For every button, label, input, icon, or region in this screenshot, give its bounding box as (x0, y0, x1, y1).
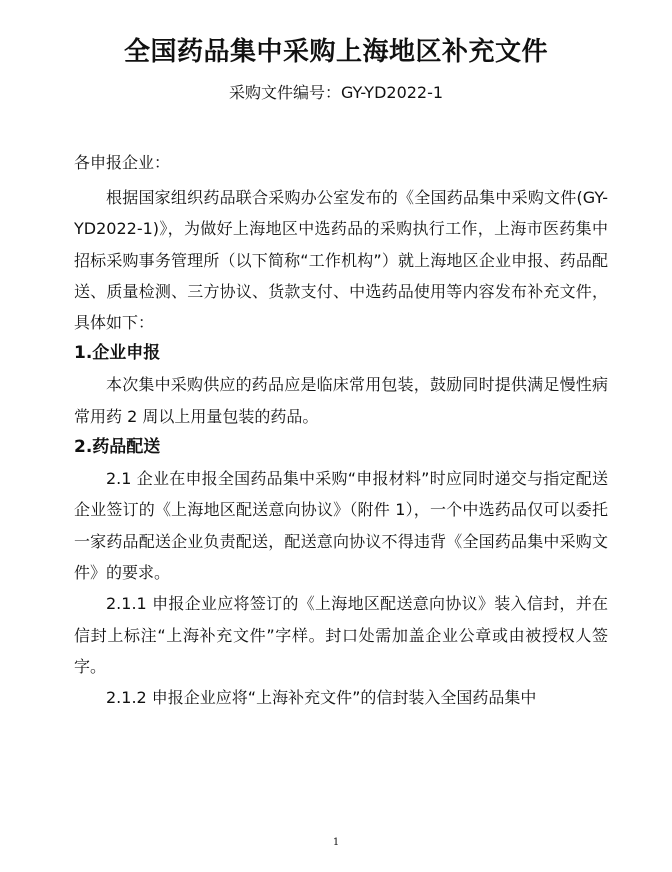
page-number: 1 (332, 837, 340, 848)
section-2-paragraph-2-1-1: 2.1.1 申报企业应将签订的《上海地区配送意向协议》装入信封，并在信封上标注“上海补充文件”字样。封口处需加盖企业公章或由被授权人签字。 (74, 594, 608, 676)
section-2-paragraph-2-1-2: 2.1.2 申报企业应将“上海补充文件”的信封装入全国药品集中 (106, 688, 537, 708)
document-body (74, 152, 608, 713)
section-1-paragraph: 本次集中采购供应的药品应是临床常用包装，鼓励同时提供满足慢性病常用药 2 周以上用量包装的药品。 (74, 375, 608, 426)
section-2-heading: 2.药品配送 (74, 437, 161, 458)
section-1-heading: 1.企业申报 (74, 343, 161, 364)
document-title: 全国药品集中采购上海地区补充文件 (123, 37, 548, 67)
section-2-paragraph-2-1: 2.1 企业在申报全国药品集中采购“申报材料”时应同时递交与指定配送企业签订的《上海地区配送意向协议》（附件 1），一个中选药品仅可以委托一家药品配送企业负责配送，配送意向协议不得违背《全国药品集中采购文件》的要求。 (74, 469, 608, 582)
intro-paragraph: 根据国家组织药品联合采购办公室发布的《全国药品集中采购文件(GY-YD2022-1)》，为做好上海地区中选药品的采购执行工作，上海市医药集中招标采购事务管理所（以下简称“工作机构”）就上海地区企业申报、药品配送、质量检测、三方协议、货款支付、中选药品使用等内容发布补充文件，具体如下： (74, 188, 608, 333)
document-number: 采购文件编号：GY-YD2022-1 (228, 83, 444, 102)
salutation: 各申报企业： (74, 153, 171, 172)
